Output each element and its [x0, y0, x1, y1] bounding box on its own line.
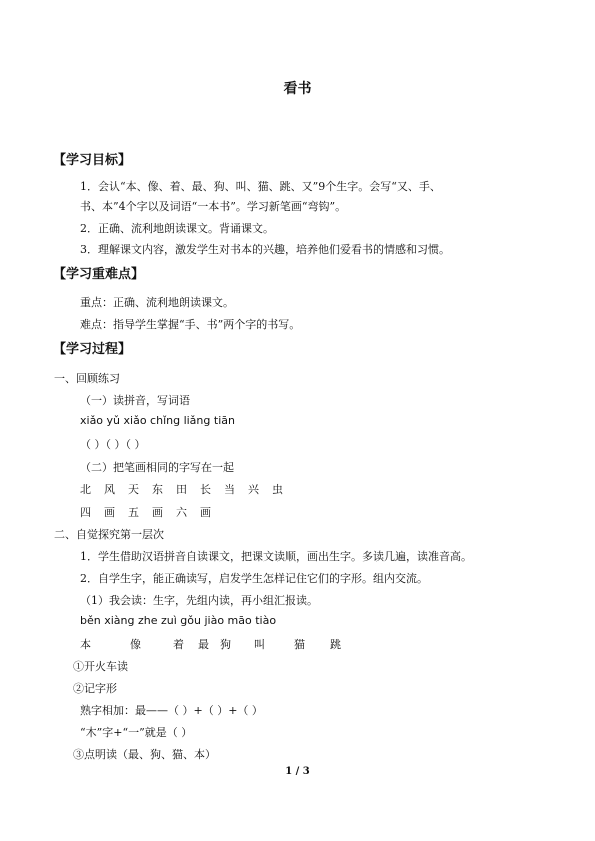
- goal-item-1-cont: 书、本”4个字以及词语“一本书”。学习新笔画“弯钩”。: [80, 200, 347, 213]
- part2-item-1: 1．学生借助汉语拼音自读课文，把课文读顺，画出生字。多读几遍，读准音高。: [80, 550, 472, 563]
- pinyin-line-1: xiǎo yǔ xiǎo chǐng liǎng tiān: [80, 414, 235, 427]
- char-item: 长: [200, 483, 211, 496]
- key-heading: 【学习重难点】: [53, 267, 145, 282]
- char-item: 田: [176, 483, 187, 496]
- step-point-read: ③点明读（最、狗、猫、本）: [73, 748, 216, 761]
- char-item: 最: [198, 638, 209, 651]
- char-item: 画: [200, 506, 211, 519]
- char-item: 四: [80, 506, 91, 519]
- goal-item-3: 3．理解课文内容，激发学生对书本的兴趣，培养他们爱看书的情感和习惯。: [80, 243, 450, 256]
- char-item: 本: [80, 638, 91, 651]
- char-item: 当: [224, 483, 235, 496]
- key-item-difficulty: 难点：指导学生掌握“手、书”两个字的书写。: [80, 318, 301, 331]
- part2-heading: 二、自觉探究第一层次: [54, 528, 164, 541]
- char-item: 虫: [272, 483, 283, 496]
- key-item-focus: 重点：正确、流利地朗读课文。: [80, 296, 234, 309]
- char-item: 叫: [254, 638, 265, 651]
- goal-item-1: 1．会认“本、像、着、最、狗、叫、猫、跳、又”9个生字。会写“又、手、: [80, 180, 441, 193]
- part2-item-3: （1）我会读：生字，先组内读，再小组汇报读。: [80, 594, 318, 607]
- char-item: 风: [104, 483, 115, 496]
- goals-heading: 【学习目标】: [53, 153, 132, 168]
- process-heading: 【学习过程】: [53, 342, 132, 357]
- step-train-read: ①开火车读: [73, 660, 128, 673]
- page-title: 看书: [283, 81, 312, 97]
- chars-row-2: [80, 504, 224, 520]
- char-item: 天: [128, 483, 139, 496]
- chars-row-3: [80, 636, 354, 652]
- formula-line: 熟字相加：最——（ ）+（ ）+（ ）: [80, 704, 263, 717]
- char-item: 狗: [220, 638, 231, 651]
- goal-item-2: 2．正确、流利地朗读课文。背诵课文。: [80, 222, 274, 235]
- char-item: 像: [130, 638, 141, 651]
- char-item: 画: [152, 506, 163, 519]
- char-item: 着: [173, 638, 184, 651]
- formula-line-2: “木”字+“一”就是（ ）: [80, 726, 193, 739]
- char-item: 猫: [294, 638, 305, 651]
- blanks-line-1: （ ）（ ）（ ）: [80, 438, 146, 451]
- pinyin-line-2: běn xiàng zhe zuì gǒu jiào māo tiào: [80, 614, 277, 627]
- char-item: 东: [152, 483, 163, 496]
- char-item: 五: [128, 506, 139, 519]
- chars-row-1: [80, 481, 296, 497]
- char-item: 六: [176, 506, 187, 519]
- sub2-heading: （二）把笔画相同的字写在一起: [80, 461, 234, 474]
- sub1-heading: （一）读拼音，写词语: [80, 394, 190, 407]
- char-item: 画: [104, 506, 115, 519]
- part1-heading: 一、回顾练习: [54, 372, 120, 385]
- char-item: 北: [80, 483, 91, 496]
- char-item: 兴: [248, 483, 259, 496]
- step-memorize-shape: ②记字形: [73, 682, 117, 695]
- page-number: 1 / 3: [285, 766, 310, 777]
- char-item: 跳: [330, 638, 341, 651]
- part2-item-2: 2．自学生字，能正确读写，启发学生怎样记住它们的字形。组内交流。: [80, 572, 428, 585]
